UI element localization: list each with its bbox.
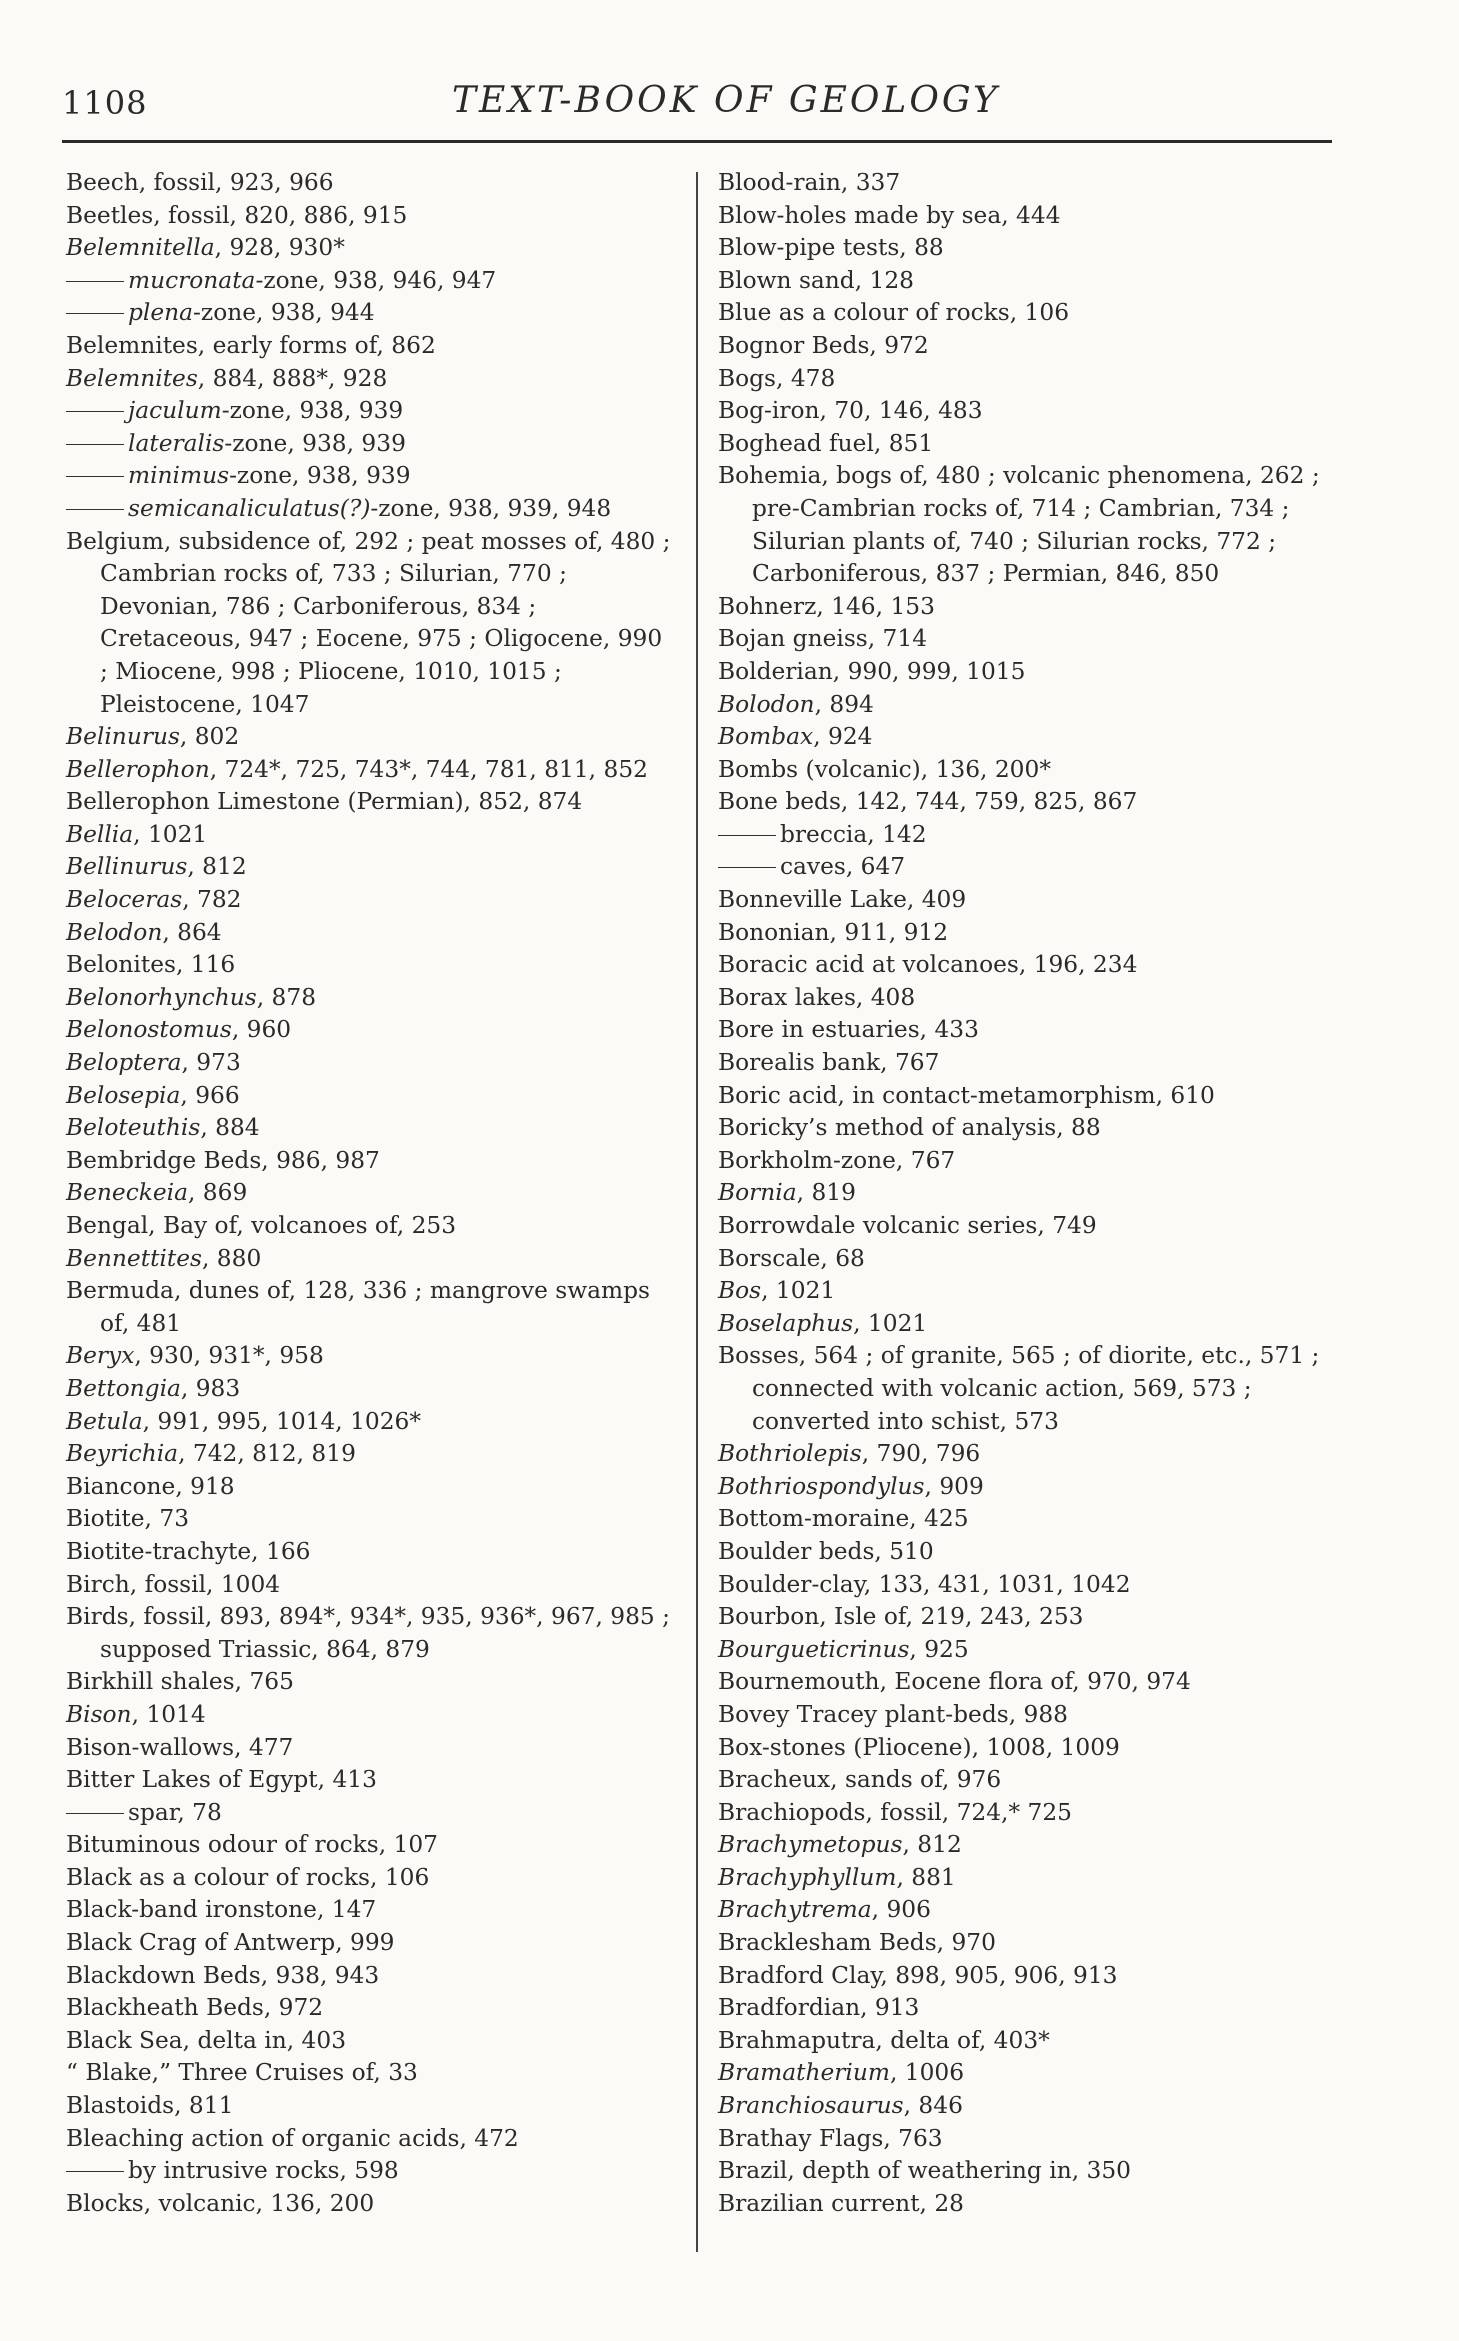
- ditto-dash: [66, 281, 124, 282]
- index-entry: [718, 1634, 1346, 1667]
- index-entry: [718, 460, 1346, 590]
- index-entry: [718, 1992, 1346, 2025]
- index-entry: [718, 395, 1346, 428]
- entry-text: caves, 647: [780, 853, 906, 881]
- entry-text: , 924: [813, 723, 873, 751]
- entry-text: Blue as a colour of rocks, 106: [718, 299, 1070, 327]
- italic-term: Brachymetopus: [718, 1831, 903, 1859]
- index-entry: [66, 917, 676, 950]
- italic-term: Bos: [718, 1277, 762, 1305]
- index-entry: [718, 1047, 1346, 1080]
- entry-text: Bison-wallows, 477: [66, 1733, 294, 1761]
- entry-text: , 880: [201, 1244, 262, 1272]
- ditto-dash: [718, 835, 776, 836]
- index-entry: [66, 721, 676, 754]
- header-rule: [62, 140, 1332, 143]
- italic-term: minimus: [128, 462, 230, 490]
- entry-text: Black Sea, delta in, 403: [66, 2026, 347, 2054]
- entry-text: -zone, 938, 939: [221, 397, 404, 425]
- italic-term: Belosepia: [66, 1081, 181, 1109]
- index-entry: [66, 1927, 676, 1960]
- index-entry: [66, 297, 676, 330]
- index-entry: [718, 1014, 1346, 1047]
- index-entry: [66, 1243, 676, 1276]
- entry-text: , 930, 931*, 958: [134, 1342, 324, 1370]
- italic-term: plena: [128, 299, 194, 327]
- entry-text: Bembridge Beds, 986, 987: [66, 1146, 380, 1174]
- entry-text: -zone, 938, 946, 947: [255, 266, 497, 294]
- entry-text: Bog-iron, 70, 146, 483: [718, 397, 983, 425]
- index-entry: [66, 1080, 676, 1113]
- index-entry: [718, 656, 1346, 689]
- italic-term: mucronata: [128, 266, 256, 294]
- index-entry: [66, 1764, 676, 1797]
- italic-term: Bombax: [718, 723, 814, 751]
- index-entry: [718, 786, 1346, 819]
- index-entry: [718, 167, 1346, 200]
- entry-text: Brazilian current, 28: [718, 2189, 965, 2217]
- entry-text: Brathay Flags, 763: [718, 2124, 943, 2152]
- index-entry: [66, 982, 676, 1015]
- entry-text: , 966: [180, 1081, 240, 1109]
- index-entry: [718, 1829, 1346, 1862]
- entry-text: Bradford Clay, 898, 905, 906, 913: [718, 1961, 1118, 1989]
- index-entry: [718, 1177, 1346, 1210]
- entry-text: Boghead fuel, 851: [718, 429, 934, 457]
- italic-term: Beloptera: [66, 1049, 182, 1077]
- index-entry: [66, 1666, 676, 1699]
- index-entry: [66, 1014, 676, 1047]
- entry-text: Black as a colour of rocks, 106: [66, 1863, 430, 1891]
- entry-text: Blow-pipe tests, 88: [718, 234, 944, 262]
- italic-term: Beryx: [66, 1342, 135, 1370]
- index-entry: [718, 1569, 1346, 1602]
- italic-term: Belonostomus: [66, 1016, 232, 1044]
- entry-text: spar, 78: [128, 1798, 222, 1826]
- entry-text: , 894: [814, 690, 874, 718]
- index-entry: [66, 330, 676, 363]
- italic-term: Bramatherium: [718, 2059, 890, 2087]
- index-entry: [66, 1894, 676, 1927]
- index-entry: [718, 1080, 1346, 1113]
- index-entry: [718, 591, 1346, 624]
- entry-text: Boracic acid at volcanoes, 196, 234: [718, 951, 1138, 979]
- italic-term: semicanaliculatus: [128, 494, 340, 522]
- entry-text: Bleaching action of organic acids, 472: [66, 2124, 519, 2152]
- entry-text: Bone beds, 142, 744, 759, 825, 867: [718, 788, 1138, 816]
- entry-text: Borscale, 68: [718, 1244, 865, 1272]
- index-entry: [718, 1503, 1346, 1536]
- index-entry: [718, 2090, 1346, 2123]
- entry-text: Belgium, subsidence of, 292 ; peat mosses of, 480 ; Cambrian rocks of, 733 ; Silurian, 770 ; Devonian, 786 ; Carboniferous, 834 ; Cretaceous, 947 ; Eocene, 975 ; Oligocene, 990 ; Miocene, 998 ; Pliocene, 1010, 1015 ; Pleistocene, 1047: [66, 527, 671, 718]
- italic-term: Bettongia: [66, 1374, 181, 1402]
- entry-text: Beech, fossil, 923, 966: [66, 169, 334, 196]
- index-entry: [66, 786, 676, 819]
- entry-text: Bitter Lakes of Egypt, 413: [66, 1766, 377, 1794]
- italic-term: Belemnitella: [66, 234, 215, 262]
- entry-text: Birch, fossil, 1004: [66, 1570, 281, 1598]
- entry-text: -zone, 938, 939, 948: [370, 494, 612, 522]
- italic-term: Belemnites: [66, 364, 198, 392]
- entry-text: , 884, 888*, 928: [197, 364, 388, 392]
- index-entry: [718, 2188, 1346, 2221]
- entry-text: Borax lakes, 408: [718, 983, 916, 1011]
- entry-text: Biancone, 918: [66, 1472, 235, 1500]
- entry-text: Bottom-moraine, 425: [718, 1505, 969, 1533]
- entry-text: Borrowdale volcanic series, 749: [718, 1212, 1097, 1239]
- entry-text: Brahmaputra, delta of, 403*: [718, 2026, 1050, 2054]
- entry-text: Bonneville Lake, 409: [718, 886, 967, 914]
- entry-text: -zone, 938, 944: [193, 299, 375, 327]
- italic-term: Betula: [66, 1407, 143, 1435]
- entry-text: breccia, 142: [780, 820, 927, 848]
- italic-term: Brachytrema: [718, 1896, 872, 1924]
- entry-text: , 884: [200, 1114, 260, 1142]
- index-entry: [66, 2155, 676, 2188]
- index-entry: [718, 1732, 1346, 1765]
- entry-text: , 925: [909, 1635, 969, 1663]
- italic-term: Bornia: [718, 1179, 797, 1207]
- index-entry: [718, 1275, 1346, 1308]
- index-entry: [718, 1960, 1346, 1993]
- index-entry: [718, 1601, 1346, 1634]
- entry-text: Borealis bank, 767: [718, 1049, 940, 1077]
- index-entry: [718, 1471, 1346, 1504]
- italic-term: Belonorhynchus: [66, 983, 257, 1011]
- italic-term: jaculum: [128, 397, 222, 425]
- index-entry: [66, 1438, 676, 1471]
- index-entry: [66, 1471, 676, 1504]
- entry-text: Boricky’s method of analysis, 88: [718, 1114, 1101, 1142]
- index-entry: [718, 232, 1346, 265]
- index-entry: [66, 1862, 676, 1895]
- entry-text: Bradfordian, 913: [718, 1994, 920, 2022]
- index-entry: [718, 1112, 1346, 1145]
- entry-text: , 782: [182, 886, 242, 914]
- index-entry: [718, 1797, 1346, 1830]
- entry-text: Bellerophon Limestone (Permian), 852, 874: [66, 788, 583, 816]
- entry-text: , 928, 930*: [214, 234, 345, 262]
- entry-text: , 1021: [853, 1309, 928, 1337]
- ditto-dash: [66, 313, 124, 314]
- index-entry: [66, 1340, 676, 1373]
- italic-term: Beloteuthis: [66, 1114, 201, 1142]
- entry-text: Bournemouth, Eocene flora of, 970, 974: [718, 1668, 1191, 1696]
- index-column-left: [66, 167, 676, 2220]
- entry-text: Blow-holes made by sea, 444: [718, 201, 1061, 229]
- index-entry: [66, 1797, 676, 1830]
- index-entry: [718, 200, 1346, 233]
- italic-term: Bellia: [66, 820, 134, 848]
- index-entry: [718, 689, 1346, 722]
- italic-term: Bourgueticrinus: [718, 1635, 910, 1663]
- index-entry: [66, 265, 676, 298]
- index-entry: [66, 1047, 676, 1080]
- index-entry: [718, 982, 1346, 1015]
- index-entry: [66, 232, 676, 265]
- index-entry: [718, 1699, 1346, 1732]
- index-entry: [66, 949, 676, 982]
- index-entry: [718, 949, 1346, 982]
- entry-text: Bogs, 478: [718, 364, 836, 392]
- index-entry: [66, 1177, 676, 1210]
- entry-text: , 1006: [889, 2059, 965, 2087]
- entry-text: , 973: [181, 1049, 241, 1077]
- entry-text: Bore in estuaries, 433: [718, 1016, 979, 1044]
- index-entry: [66, 2123, 676, 2156]
- index-entry: [718, 884, 1346, 917]
- entry-text: Boulder beds, 510: [718, 1537, 934, 1565]
- index-entry: [66, 1112, 676, 1145]
- entry-text: Birkhill shales, 765: [66, 1668, 294, 1696]
- italic-term: Bennettites: [66, 1244, 202, 1272]
- italic-term: Bolodon: [718, 690, 815, 718]
- entry-text: , 960: [231, 1016, 292, 1044]
- index-entry: [718, 1536, 1346, 1569]
- index-column-right: [718, 167, 1346, 2220]
- index-entry: [718, 1308, 1346, 1341]
- index-entry: [718, 265, 1346, 298]
- entry-text: “ Blake,” Three Cruises of, 33: [66, 2059, 418, 2087]
- index-entry: [718, 1243, 1346, 1276]
- index-entry: [718, 1764, 1346, 1797]
- entry-text: Brazil, depth of weathering in, 350: [718, 2157, 1131, 2185]
- italic-term: Branchiosaurus: [718, 2092, 904, 2120]
- column-divider: [696, 172, 698, 2252]
- index-entry: [718, 1438, 1346, 1471]
- entry-text: Bohnerz, 146, 153: [718, 592, 935, 620]
- ditto-dash: [66, 411, 124, 412]
- italic-term: Brachyphyllum: [718, 1863, 897, 1891]
- index-entry: [718, 428, 1346, 461]
- entry-text: Bracklesham Beds, 970: [718, 1929, 996, 1957]
- ditto-dash: [66, 509, 124, 510]
- entry-text: Bracheux, sands of, 976: [718, 1766, 1002, 1794]
- entry-text: Blood-rain, 337: [718, 169, 901, 196]
- index-entry: [66, 460, 676, 493]
- entry-text: Black Crag of Antwerp, 999: [66, 1929, 395, 1957]
- index-entry: [66, 1732, 676, 1765]
- entry-text: , 812: [902, 1831, 962, 1859]
- index-entry: [66, 428, 676, 461]
- entry-text: , 909: [924, 1472, 984, 1500]
- entry-text: , 881: [896, 1863, 956, 1891]
- index-entry: [718, 917, 1346, 950]
- entry-text: , 906: [871, 1896, 931, 1924]
- entry-text: -zone, 938, 939: [224, 429, 406, 457]
- index-entry: [66, 1601, 676, 1666]
- index-entry: [66, 819, 676, 852]
- entry-text: Blocks, volcanic, 136, 200: [66, 2189, 375, 2217]
- entry-text: Bombs (volcanic), 136, 200*: [718, 755, 1051, 783]
- index-entry: [718, 1927, 1346, 1960]
- entry-text: Bohemia, bogs of, 480 ; volcanic phenomena, 262 ; pre-Cambrian rocks of, 714 ; Cambrian, 734 ; Silurian plants of, 740 ; Silurian rocks, 772 ; Carboniferous, 837 ; Permian, 846, 850: [718, 462, 1320, 588]
- italic-term: Bellinurus: [66, 853, 188, 881]
- entry-text: Belonites, 116: [66, 951, 236, 979]
- italic-term: (?): [339, 494, 371, 522]
- entry-text: Bovey Tracey plant-beds, 988: [718, 1700, 1068, 1728]
- entry-text: Beetles, fossil, 820, 886, 915: [66, 201, 408, 229]
- entry-text: Blastoids, 811: [66, 2092, 234, 2120]
- italic-term: lateralis: [128, 429, 225, 457]
- index-entry: [718, 330, 1346, 363]
- index-entry: [66, 1406, 676, 1439]
- italic-term: Bison: [66, 1700, 132, 1728]
- entry-text: , 802: [179, 723, 240, 751]
- entry-text: , 869: [188, 1179, 248, 1207]
- index-entry: [718, 2155, 1346, 2188]
- index-entry: [66, 2188, 676, 2221]
- index-entry: [66, 1699, 676, 1732]
- entry-text: , 1021: [761, 1277, 836, 1305]
- entry-text: , 983: [180, 1374, 241, 1402]
- entry-text: , 1021: [133, 820, 208, 848]
- entry-text: , 742, 812, 819: [178, 1440, 356, 1468]
- entry-text: Bourbon, Isle of, 219, 243, 253: [718, 1603, 1084, 1631]
- index-entry: [66, 884, 676, 917]
- entry-text: , 991, 995, 1014, 1026*: [142, 1407, 422, 1435]
- index-entry: [66, 167, 676, 200]
- index-entry: [66, 526, 676, 722]
- index-entry: [718, 1894, 1346, 1927]
- entry-text: Bojan gneiss, 714: [718, 625, 928, 653]
- entry-text: , 846: [903, 2092, 963, 2120]
- entry-text: Black-band ironstone, 147: [66, 1896, 377, 1924]
- index-entry: [718, 1666, 1346, 1699]
- index-entry: [718, 623, 1346, 656]
- ditto-dash: [66, 1813, 124, 1814]
- index-entry: [66, 363, 676, 396]
- index-entry: [66, 1536, 676, 1569]
- italic-term: Beyrichia: [66, 1440, 179, 1468]
- index-entry: [718, 2123, 1346, 2156]
- italic-term: Beloceras: [66, 886, 183, 914]
- index-entry: [66, 1829, 676, 1862]
- entry-text: Biotite, 73: [66, 1505, 190, 1533]
- entry-text: , 724*, 725, 743*, 744, 781, 811, 852: [209, 755, 648, 783]
- entry-text: , 1014: [131, 1700, 206, 1728]
- italic-term: Bothriolepis: [718, 1440, 862, 1468]
- ditto-dash: [66, 2171, 124, 2172]
- entry-text: -zone, 938, 939: [229, 462, 411, 490]
- ditto-dash: [718, 867, 776, 868]
- ditto-dash: [66, 444, 124, 445]
- index-entry: [718, 363, 1346, 396]
- index-entry: [718, 851, 1346, 884]
- index-entry: [66, 1569, 676, 1602]
- italic-term: Bellerophon: [66, 755, 210, 783]
- index-entry: [66, 1960, 676, 1993]
- index-entry: [66, 200, 676, 233]
- entry-text: Bengal, Bay of, volcanoes of, 253: [66, 1212, 457, 1239]
- entry-text: Blackdown Beds, 938, 943: [66, 1961, 380, 1989]
- entry-text: Biotite-trachyte, 166: [66, 1537, 311, 1565]
- index-entry: [66, 851, 676, 884]
- index-entry: [718, 754, 1346, 787]
- entry-text: , 864: [162, 918, 222, 946]
- index-entry: [718, 819, 1346, 852]
- index-entry: [66, 1373, 676, 1406]
- ditto-dash: [66, 476, 124, 477]
- index-entry: [718, 1145, 1346, 1178]
- entry-text: , 819: [796, 1179, 856, 1207]
- entry-text: , 790, 796: [861, 1440, 981, 1468]
- entry-text: Brachiopods, fossil, 724,* 725: [718, 1798, 1072, 1826]
- index-entry: [718, 2057, 1346, 2090]
- italic-term: Beneckeia: [66, 1179, 188, 1207]
- entry-text: Boric acid, in contact-metamorphism, 610: [718, 1081, 1215, 1109]
- entry-text: Blackheath Beds, 972: [66, 1994, 324, 2022]
- index-entry: [66, 395, 676, 428]
- index-entry: [718, 721, 1346, 754]
- index-entry: [718, 1862, 1346, 1895]
- entry-text: Bituminous odour of rocks, 107: [66, 1831, 438, 1859]
- index-entry: [66, 1503, 676, 1536]
- entry-text: Bolderian, 990, 999, 1015: [718, 657, 1026, 685]
- entry-text: Bognor Beds, 972: [718, 331, 929, 359]
- entry-text: by intrusive rocks, 598: [128, 2157, 399, 2185]
- index-entry: [718, 297, 1346, 330]
- entry-text: Bononian, 911, 912: [718, 918, 949, 946]
- italic-term: Bothriospondylus: [718, 1472, 925, 1500]
- index-entry: [66, 2025, 676, 2058]
- index-entry: [66, 1275, 676, 1340]
- index-entry: [66, 2090, 676, 2123]
- index-entry: [718, 2025, 1346, 2058]
- entry-text: , 812: [187, 853, 247, 881]
- index-entry: [66, 1145, 676, 1178]
- entry-text: Box-stones (Pliocene), 1008, 1009: [718, 1733, 1120, 1761]
- entry-text: Borkholm-zone, 767: [718, 1146, 956, 1174]
- entry-text: Belemnites, early forms of, 862: [66, 331, 436, 359]
- entry-text: Bosses, 564 ; of granite, 565 ; of diorite, etc., 571 ; connected with volcanic action, 569, 573 ; converted into schist, 573: [718, 1342, 1320, 1435]
- index-entry: [66, 493, 676, 526]
- italic-term: Belodon: [66, 918, 163, 946]
- italic-term: Belinurus: [66, 723, 180, 751]
- index-entry: [66, 2057, 676, 2090]
- index-entry: [718, 1340, 1346, 1438]
- italic-term: Boselaphus: [718, 1309, 854, 1337]
- index-entry: [718, 1210, 1346, 1243]
- entry-text: Blown sand, 128: [718, 266, 914, 294]
- running-title: TEXT-BOOK OF GEOLOGY: [452, 80, 1000, 121]
- page-number: 1108: [62, 84, 148, 122]
- entry-text: Birds, fossil, 893, 894*, 934*, 935, 936*, 967, 985 ; supposed Triassic, 864, 879: [66, 1603, 670, 1663]
- index-entry: [66, 754, 676, 787]
- index-entry: [66, 1992, 676, 2025]
- index-entry: [66, 1210, 676, 1243]
- entry-text: , 878: [256, 983, 317, 1011]
- entry-text: Bermuda, dunes of, 128, 336 ; mangrove swamps of, 481: [66, 1277, 651, 1337]
- entry-text: Boulder-clay, 133, 431, 1031, 1042: [718, 1570, 1131, 1598]
